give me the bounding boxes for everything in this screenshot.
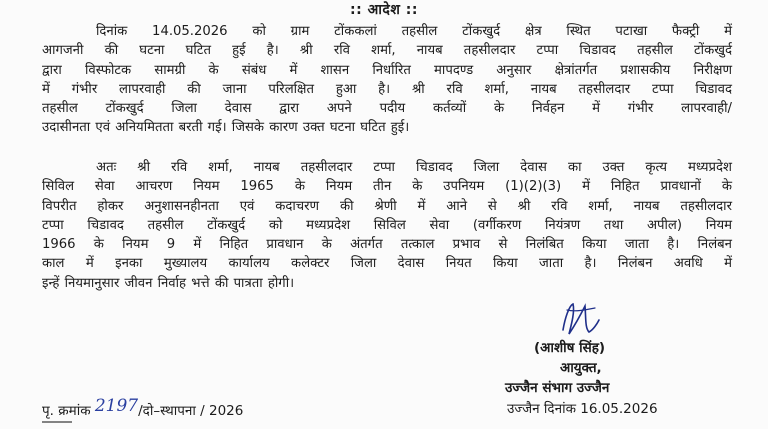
- order-paragraph-2: [42, 158, 732, 293]
- document-title: :: आदेश ::: [350, 2, 418, 18]
- paragraph-line: अतः श्री रवि शर्मा, नायब तहसीलदार टप्पा चिडावद जिला देवास का उक्त कृत्य मध्यप्रदेश: [96, 160, 732, 175]
- paragraph-line: उदासीनता एवं अनियमितता बरती गई। जिसके कारण उक्त घटना घटित हुई।: [42, 120, 410, 136]
- handwritten-signature: [555, 300, 605, 340]
- signatory-office: उज्जैन संभाग उज्जैन: [505, 380, 610, 396]
- reference-number: [42, 396, 244, 420]
- paragraph-line: द्वारा विस्फोटक सामग्री के संबंध में शासन निर्धारित मापदण्ड अनुसार क्षेत्रांतर्गत प्रशासकीय निरीक्षण: [42, 62, 732, 78]
- paragraph-line: काल में इनका मुख्यालय कार्यालय कलेक्टर जिला देवास नियत किया जाता है। निलंबन अवधि में: [42, 256, 732, 272]
- signatory-name: (आशीष सिंह): [534, 340, 606, 356]
- reference-suffix: /दो–स्थापना / 2026: [138, 403, 244, 419]
- paragraph-line: तहसील टोंकखुर्द जिला देवास द्वारा अपने पदीय कर्तव्यों के निर्वहन में गंभीर लापरवाही/: [42, 101, 732, 117]
- signature-date: उज्जैन दिनांक 16.05.2026: [507, 401, 658, 417]
- paragraph-line: दिनांक 14.05.2026 को ग्राम टोंककलां तहसील टोंकखुर्द क्षेत्र स्थित पटाखा फैक्ट्री में: [96, 24, 732, 39]
- paragraph-line: आगजनी की घटना घटित हुई है। श्री रवि शर्मा, नायब तहसीलदार टप्पा चिडावद तहसील टोंकखुर्द: [42, 43, 732, 59]
- signatory-designation: आयुक्त,: [560, 360, 602, 376]
- cut-off-text-line: [42, 421, 72, 429]
- paragraph-line: सिविल सेवा आचरण नियम 1965 के नियम तीन के उपनियम (1)(2)(3) में निहित प्रावधानों के: [42, 179, 732, 195]
- paragraph-line: विपरीत होकर अनुशासनहीनता एवं कदाचरण की श्रेणी में आने से श्री रवि शर्मा, नायब तहसीलदार: [42, 198, 732, 214]
- order-paragraph-1: [42, 22, 732, 138]
- paragraph-line: में गंभीर लापरवाही की जाना परिलक्षित हुआ है। श्री रवि शर्मा, नायब तहसीलदार टप्पा चिडावद: [42, 81, 732, 97]
- paragraph-line: टप्पा चिडावद तहसील टोंकखुर्द को मध्यप्रदेश सिविल सेवा (वर्गीकरण नियंत्रण तथा अपील) नियम: [42, 217, 732, 233]
- paragraph-line: इन्हें नियमानुसार जीवन निर्वाह भत्ते की पात्रता होगी।: [42, 275, 295, 291]
- reference-handwritten-number: 2197: [94, 396, 139, 416]
- reference-prefix: पृ. क्रमांक: [42, 403, 91, 419]
- paragraph-line: 1966 के नियम 9 में निहित प्रावधान के अंतर्गत तत्काल प्रभाव से निलंबित किया जाता है। निलंबन: [42, 237, 732, 253]
